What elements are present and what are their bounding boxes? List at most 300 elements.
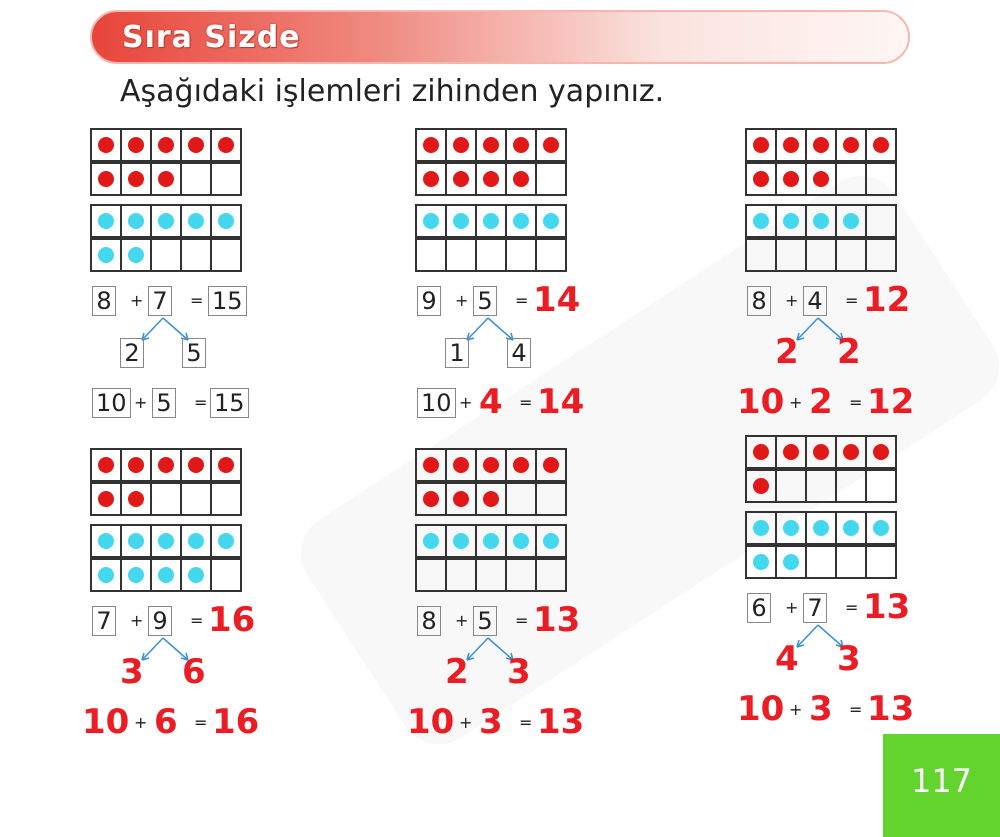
cyan-ten-frame-top: [90, 524, 242, 558]
red-ten-frame-top: [90, 448, 242, 482]
ten-frame-cell: [152, 130, 182, 160]
ten-frame-cell: [507, 130, 537, 160]
red-counter-dot: [543, 137, 559, 153]
ten-frame-cell: [152, 164, 182, 194]
split-first-box: 1: [445, 338, 469, 368]
ten-frame-cell: [182, 206, 212, 236]
ten-frame-cell: [507, 526, 537, 556]
ten-answer: 10: [737, 689, 785, 729]
total-box: 15: [210, 388, 249, 418]
ten-frame-cell: [182, 130, 212, 160]
addend-a-box: 8: [747, 286, 771, 316]
ten-frame-cell: [777, 240, 807, 270]
ten-frame-cell: [807, 437, 837, 467]
red-counter-dot: [98, 457, 114, 473]
ten-frame-cell: [507, 164, 537, 194]
red-ten-frame-top: [745, 435, 897, 469]
total-answer: 13: [537, 702, 585, 742]
red-counter-dot: [783, 444, 799, 460]
ten-frame-cell: [537, 240, 565, 270]
addend-a-box: 8: [92, 286, 116, 316]
equals-sign: =: [519, 393, 533, 412]
ten-frame-cell: [122, 130, 152, 160]
red-counter-dot: [423, 457, 439, 473]
split-first-box: 2: [120, 338, 144, 368]
ten-frame-cell: [182, 164, 212, 194]
plus-sign: +: [130, 291, 144, 310]
ten-frame-cell: [807, 547, 837, 577]
ten-frame-cell: [122, 206, 152, 236]
problem-2: [415, 128, 735, 438]
ten-frame-cell: [447, 240, 477, 270]
addend-b-box: 5: [473, 286, 497, 316]
ten-frame-cell: [447, 450, 477, 480]
rest-answer: 4: [479, 382, 503, 422]
red-counter-dot: [423, 171, 439, 187]
ten-frame-cell: [867, 164, 895, 194]
split-second-answer: 2: [837, 332, 861, 372]
ten-frame-cell: [477, 206, 507, 236]
cyan-ten-frame-bottom: [90, 238, 242, 272]
cyan-counter-dot: [128, 533, 144, 549]
cyan-counter-dot: [753, 520, 769, 536]
ten-frame-cell: [152, 450, 182, 480]
rest-answer: 2: [809, 382, 833, 422]
cyan-ten-frame-bottom: [90, 558, 242, 592]
red-counter-dot: [813, 171, 829, 187]
cyan-counter-dot: [98, 247, 114, 263]
split-second-box: 5: [182, 338, 206, 368]
equals-sign: =: [190, 611, 204, 630]
cyan-counter-dot: [98, 567, 114, 583]
sum-answer: 12: [863, 280, 911, 320]
cyan-ten-frame-bottom: [415, 238, 567, 272]
ten-frame-cell: [807, 130, 837, 160]
cyan-ten-frame-top: [415, 204, 567, 238]
section-banner: [90, 10, 910, 64]
cyan-counter-dot: [843, 213, 859, 229]
ten-frame-cell: [152, 240, 182, 270]
instruction-text: Aşağıdaki işlemleri zihinden yapınız.: [120, 74, 665, 109]
red-ten-frame-bottom: [415, 162, 567, 196]
sum-answer: 13: [533, 600, 581, 640]
red-counter-dot: [128, 171, 144, 187]
ten-frame-cell: [182, 560, 212, 590]
cyan-counter-dot: [158, 213, 174, 229]
ten-frame-cell: [122, 450, 152, 480]
red-ten-frame-bottom: [415, 482, 567, 516]
cyan-counter-dot: [453, 213, 469, 229]
red-ten-frame-bottom: [90, 162, 242, 196]
addend-a-box: 7: [92, 606, 116, 636]
ten-frame-cell: [417, 560, 447, 590]
red-counter-dot: [158, 457, 174, 473]
ten-frame-cell: [867, 437, 895, 467]
addend-b-box: 7: [148, 286, 172, 316]
cyan-counter-dot: [543, 533, 559, 549]
cyan-counter-dot: [483, 213, 499, 229]
ten-frame-cell: [212, 526, 240, 556]
cyan-counter-dot: [543, 213, 559, 229]
section-title: Sıra Sizde: [122, 20, 301, 55]
ten-frame-cell: [867, 240, 895, 270]
ten-frame-cell: [747, 240, 777, 270]
red-counter-dot: [513, 137, 529, 153]
addend-b-box: 7: [803, 593, 827, 623]
cyan-counter-dot: [753, 554, 769, 570]
red-ten-frame-bottom: [90, 482, 242, 516]
ten-frame-cell: [777, 164, 807, 194]
problem-6: [737, 435, 1000, 745]
sum-box: 15: [208, 286, 247, 316]
cyan-counter-dot: [218, 533, 234, 549]
problem-4: [82, 448, 410, 758]
ten-frame-cell: [837, 240, 867, 270]
ten-frame-cell: [777, 206, 807, 236]
ten-frame-cell: [447, 526, 477, 556]
total-answer: 12: [867, 382, 915, 422]
ten-frame-cell: [507, 240, 537, 270]
ten-frame-cell: [92, 484, 122, 514]
ten-frame-cell: [837, 437, 867, 467]
ten-frame-cell: [807, 471, 837, 501]
problem-5: [407, 448, 735, 758]
red-counter-dot: [218, 457, 234, 473]
ten-frame-cell: [92, 240, 122, 270]
cyan-counter-dot: [98, 533, 114, 549]
red-counter-dot: [813, 444, 829, 460]
cyan-counter-dot: [813, 520, 829, 536]
addend-a-box: 9: [417, 286, 441, 316]
cyan-ten-frame-bottom: [745, 238, 897, 272]
ten-frame-cell: [537, 164, 565, 194]
ten-frame-cell: [537, 484, 565, 514]
red-counter-dot: [753, 478, 769, 494]
cyan-ten-frame-top: [745, 511, 897, 545]
red-counter-dot: [813, 137, 829, 153]
cyan-counter-dot: [423, 213, 439, 229]
ten-frame-cell: [807, 206, 837, 236]
ten-frame-cell: [417, 164, 447, 194]
red-counter-dot: [783, 137, 799, 153]
split-second-box: 4: [507, 338, 531, 368]
red-ten-frame-top: [90, 128, 242, 162]
ten-frame-cell: [747, 130, 777, 160]
ten-frame-cell: [152, 206, 182, 236]
cyan-counter-dot: [128, 247, 144, 263]
ten-frame-cell: [777, 547, 807, 577]
rest-box: 5: [152, 388, 176, 418]
red-counter-dot: [843, 444, 859, 460]
rest-answer: 3: [479, 702, 503, 742]
ten-frame-cell: [807, 164, 837, 194]
ten-frame-cell: [212, 164, 240, 194]
ten-frame-cell: [92, 560, 122, 590]
cyan-counter-dot: [783, 554, 799, 570]
red-ten-frame-bottom: [745, 162, 897, 196]
ten-frame-cell: [122, 484, 152, 514]
red-counter-dot: [543, 457, 559, 473]
red-counter-dot: [453, 457, 469, 473]
ten-frame-cell: [122, 164, 152, 194]
red-counter-dot: [483, 171, 499, 187]
red-counter-dot: [188, 457, 204, 473]
equals-sign: =: [194, 713, 208, 732]
ten-frame-cell: [507, 450, 537, 480]
red-counter-dot: [128, 137, 144, 153]
page-number: 117: [910, 762, 973, 800]
red-counter-dot: [188, 137, 204, 153]
ten-frame-cell: [537, 206, 565, 236]
plus-sign: +: [134, 713, 148, 732]
plus-sign: +: [789, 700, 803, 719]
sum-answer: 14: [533, 280, 581, 320]
ten-frame-cell: [92, 206, 122, 236]
ten-frame-cell: [837, 547, 867, 577]
cyan-ten-frame-bottom: [745, 545, 897, 579]
cyan-counter-dot: [158, 567, 174, 583]
cyan-counter-dot: [783, 213, 799, 229]
problem-3: [737, 128, 1000, 438]
red-counter-dot: [453, 491, 469, 507]
red-counter-dot: [513, 171, 529, 187]
red-counter-dot: [453, 171, 469, 187]
addend-b-box: 4: [803, 286, 827, 316]
ten-frame-cell: [867, 547, 895, 577]
ten-frame-cell: [447, 560, 477, 590]
ten-frame-cell: [212, 484, 240, 514]
rest-answer: 6: [154, 702, 178, 742]
red-counter-dot: [218, 137, 234, 153]
ten-frame-cell: [182, 450, 212, 480]
ten-frame-cell: [212, 560, 240, 590]
ten-frame-cell: [212, 130, 240, 160]
split-second-answer: 3: [507, 652, 531, 692]
split-first-answer: 2: [775, 332, 799, 372]
ten-frame-cell: [477, 164, 507, 194]
page-number-badge: [883, 734, 1000, 837]
addend-b-box: 5: [473, 606, 497, 636]
ten-frame-cell: [152, 526, 182, 556]
ten-frame-cell: [867, 130, 895, 160]
ten-frame-cell: [417, 206, 447, 236]
ten-frame-cell: [477, 484, 507, 514]
cyan-counter-dot: [783, 520, 799, 536]
plus-sign: +: [134, 393, 148, 412]
addend-b-box: 9: [148, 606, 172, 636]
equals-sign: =: [190, 291, 204, 310]
red-counter-dot: [98, 137, 114, 153]
ten-frame-cell: [92, 450, 122, 480]
cyan-counter-dot: [128, 567, 144, 583]
total-answer: 14: [537, 382, 585, 422]
ten-frame-cell: [122, 526, 152, 556]
ten-frame-cell: [747, 437, 777, 467]
red-counter-dot: [483, 137, 499, 153]
cyan-ten-frame-bottom: [415, 558, 567, 592]
red-ten-frame-top: [415, 448, 567, 482]
rest-answer: 3: [809, 689, 833, 729]
sum-answer: 13: [863, 587, 911, 627]
cyan-counter-dot: [753, 213, 769, 229]
ten-frame-cell: [867, 206, 895, 236]
ten-frame-cell: [477, 526, 507, 556]
ten-frame-cell: [417, 130, 447, 160]
ten-frame-cell: [747, 547, 777, 577]
equals-sign: =: [849, 700, 863, 719]
ten-frame-cell: [212, 450, 240, 480]
ten-frame-cell: [477, 240, 507, 270]
red-counter-dot: [158, 171, 174, 187]
ten-frame-cell: [507, 484, 537, 514]
plus-sign: +: [459, 713, 473, 732]
red-ten-frame-bottom: [745, 469, 897, 503]
plus-sign: +: [455, 611, 469, 630]
ten-frame-cell: [837, 513, 867, 543]
ten-frame-cell: [747, 164, 777, 194]
plus-sign: +: [785, 598, 799, 617]
total-answer: 13: [867, 689, 915, 729]
cyan-ten-frame-top: [745, 204, 897, 238]
ten-frame-cell: [777, 130, 807, 160]
ten-frame-cell: [122, 560, 152, 590]
ten-frame-cell: [477, 130, 507, 160]
plus-sign: +: [459, 393, 473, 412]
red-counter-dot: [453, 137, 469, 153]
ten-frame-cell: [747, 471, 777, 501]
red-counter-dot: [843, 137, 859, 153]
ten-frame-cell: [747, 513, 777, 543]
cyan-counter-dot: [188, 567, 204, 583]
red-counter-dot: [483, 457, 499, 473]
ten-frame-cell: [182, 484, 212, 514]
ten-answer: 10: [737, 382, 785, 422]
ten-frame-cell: [537, 130, 565, 160]
ten-frame-cell: [507, 560, 537, 590]
ten-frame-cell: [747, 206, 777, 236]
ten-frame-cell: [212, 206, 240, 236]
addend-a-box: 6: [747, 593, 771, 623]
equals-sign: =: [519, 713, 533, 732]
cyan-counter-dot: [158, 533, 174, 549]
ten-frame-cell: [417, 240, 447, 270]
equals-sign: =: [845, 291, 859, 310]
cyan-counter-dot: [873, 520, 889, 536]
red-counter-dot: [753, 137, 769, 153]
ten-frame-cell: [477, 450, 507, 480]
ten-frame-cell: [417, 450, 447, 480]
cyan-counter-dot: [843, 520, 859, 536]
equals-sign: =: [194, 393, 208, 412]
total-answer: 16: [212, 702, 260, 742]
ten-frame-cell: [417, 526, 447, 556]
equals-sign: =: [849, 393, 863, 412]
ten-frame-cell: [807, 240, 837, 270]
ten-frame-cell: [867, 471, 895, 501]
red-counter-dot: [98, 171, 114, 187]
cyan-counter-dot: [128, 213, 144, 229]
plus-sign: +: [789, 393, 803, 412]
red-ten-frame-top: [415, 128, 567, 162]
ten-frame-cell: [837, 206, 867, 236]
red-counter-dot: [513, 457, 529, 473]
ten-frame-cell: [777, 437, 807, 467]
ten-frame-cell: [182, 526, 212, 556]
addend-a-box: 8: [417, 606, 441, 636]
ten-frame-cell: [447, 484, 477, 514]
red-counter-dot: [783, 171, 799, 187]
split-first-answer: 4: [775, 639, 799, 679]
red-counter-dot: [483, 491, 499, 507]
red-counter-dot: [128, 457, 144, 473]
cyan-counter-dot: [98, 213, 114, 229]
ten-frame-cell: [777, 513, 807, 543]
cyan-counter-dot: [218, 213, 234, 229]
equals-sign: =: [515, 611, 529, 630]
cyan-counter-dot: [813, 213, 829, 229]
cyan-counter-dot: [188, 213, 204, 229]
cyan-counter-dot: [483, 533, 499, 549]
cyan-ten-frame-top: [90, 204, 242, 238]
ten-frame-cell: [92, 130, 122, 160]
problem-1: [90, 128, 410, 438]
ten-frame-cell: [122, 240, 152, 270]
split-first-answer: 2: [445, 652, 469, 692]
ten-frame-cell: [447, 206, 477, 236]
cyan-ten-frame-top: [415, 524, 567, 558]
red-counter-dot: [873, 444, 889, 460]
cyan-counter-dot: [188, 533, 204, 549]
ten-frame-cell: [837, 164, 867, 194]
ten-frame-cell: [447, 130, 477, 160]
red-counter-dot: [753, 171, 769, 187]
ten-frame-cell: [507, 206, 537, 236]
ten-frame-cell: [92, 526, 122, 556]
ten-frame-cell: [537, 560, 565, 590]
ten-frame-cell: [417, 484, 447, 514]
cyan-counter-dot: [513, 533, 529, 549]
equals-sign: =: [845, 598, 859, 617]
ten-frame-cell: [152, 560, 182, 590]
ten-frame-cell: [537, 526, 565, 556]
cyan-counter-dot: [513, 213, 529, 229]
red-ten-frame-top: [745, 128, 897, 162]
ten-frame-cell: [807, 513, 837, 543]
split-first-answer: 3: [120, 652, 144, 692]
plus-sign: +: [785, 291, 799, 310]
ten-frame-cell: [837, 130, 867, 160]
split-second-answer: 6: [182, 652, 206, 692]
red-counter-dot: [98, 491, 114, 507]
red-counter-dot: [873, 137, 889, 153]
red-counter-dot: [158, 137, 174, 153]
cyan-counter-dot: [453, 533, 469, 549]
ten-frame-cell: [477, 560, 507, 590]
ten-answer: 10: [407, 702, 455, 742]
ten-frame-cell: [837, 471, 867, 501]
ten-frame-cell: [777, 471, 807, 501]
ten-frame-cell: [182, 240, 212, 270]
ten-frame-cell: [92, 164, 122, 194]
red-counter-dot: [423, 491, 439, 507]
split-second-answer: 3: [837, 639, 861, 679]
cyan-counter-dot: [423, 533, 439, 549]
ten-frame-cell: [537, 450, 565, 480]
red-counter-dot: [753, 444, 769, 460]
ten-frame-cell: [152, 484, 182, 514]
ten-frame-cell: [447, 164, 477, 194]
red-counter-dot: [423, 137, 439, 153]
